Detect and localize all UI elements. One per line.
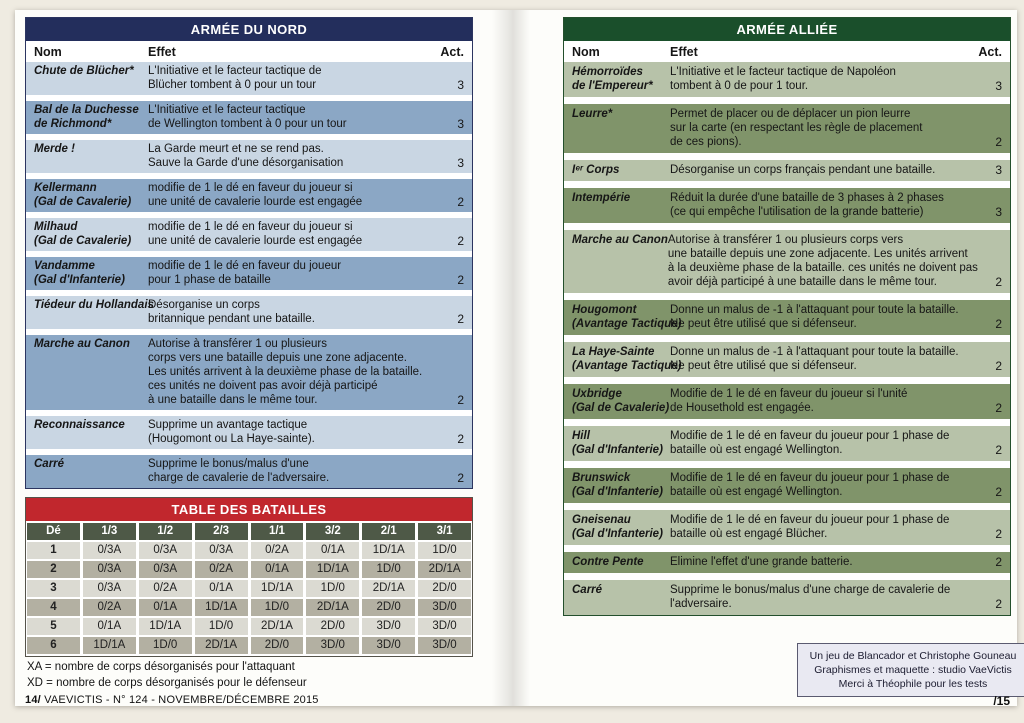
- event-effect-line: Supprime le bonus/malus d'une: [148, 458, 309, 470]
- event-effect-line: Réduit la durée d'une bataille de 3 phases à 2 phases: [670, 192, 944, 204]
- battle-result-cell: 1D/0: [418, 542, 471, 559]
- event-name-line: Gneisenau: [572, 514, 631, 526]
- battle-result-cell: 3D/0: [362, 637, 415, 654]
- event-name-line: Hill: [572, 430, 590, 442]
- event-name: [34, 259, 148, 287]
- battle-result-cell: 0/1A: [306, 542, 359, 559]
- event-name-line: Carré: [34, 458, 65, 470]
- event-effect-line: de Housethold est engagée.: [670, 402, 814, 414]
- event-act-value: 2: [457, 471, 464, 485]
- event-effect-line: l'adversaire.: [670, 598, 732, 610]
- event-name-line: Brunswick: [572, 472, 631, 484]
- battle-result-cell: 2D/1A: [418, 561, 471, 578]
- event-row: [564, 426, 1010, 461]
- event-name: [34, 142, 148, 170]
- event-act-value: 3: [457, 78, 464, 92]
- event-name-line: Contre Pente: [572, 556, 644, 568]
- event-effect-line: modifie de 1 le dé en faveur du joueur si: [148, 221, 353, 233]
- battle-result-cell: 1D/0: [306, 580, 359, 597]
- event-row: [564, 342, 1010, 377]
- event-name: [572, 107, 670, 149]
- event-name: [34, 457, 148, 485]
- footnote-xa: XA = nombre de corps désorganisés pour l'attaquant: [27, 661, 295, 673]
- event-name: [34, 181, 148, 209]
- event-act-value: 3: [995, 205, 1002, 219]
- left-page-footer: [25, 694, 319, 706]
- armee-du-nord-table: [25, 17, 473, 489]
- event-act-value: 2: [995, 555, 1002, 569]
- event-effect-line: Désorganise un corps: [148, 299, 260, 311]
- event-act-value: 2: [995, 485, 1002, 499]
- event-effect: [670, 303, 976, 331]
- battle-die-value: 5: [27, 618, 80, 635]
- event-name-line: Iᵉʳ Corps: [572, 164, 620, 176]
- event-effect-line: Les unités arrivent à la deuxième phase de la bataille.: [148, 366, 423, 378]
- event-name-line: Uxbridge: [572, 388, 622, 400]
- battle-result-cell: 2D/0: [418, 580, 471, 597]
- event-row: [564, 160, 1010, 181]
- battle-result-cell: 0/3A: [139, 542, 192, 559]
- event-name: [572, 429, 670, 457]
- event-name: [572, 233, 668, 289]
- event-effect-line: Ne peut être utilisé que si défenseur.: [670, 318, 857, 330]
- event-name: [34, 298, 154, 326]
- event-name-line: Hougomont: [572, 304, 637, 316]
- event-effect-line: Ne peut être utilisé que si défenseur.: [670, 360, 857, 372]
- event-name: [572, 555, 670, 569]
- event-effect-line: La Garde meurt et ne se rend pas.: [148, 143, 324, 155]
- armee-alliee-title: ARMÉE ALLIÉE: [564, 18, 1010, 41]
- event-act-value: 3: [995, 79, 1002, 93]
- event-name: [572, 65, 670, 93]
- event-effect: [148, 298, 438, 326]
- event-effect: [670, 429, 976, 457]
- event-effect-line: Elimine l'effet d'une grande batterie.: [670, 556, 853, 568]
- battle-result-cell: 1D/0: [362, 561, 415, 578]
- event-name: [572, 387, 670, 415]
- column-header-nom: Nom: [34, 45, 62, 59]
- event-row: [26, 416, 472, 449]
- event-effect-line: bataille où est engagé Blücher.: [670, 528, 828, 540]
- battle-die-value: 1: [27, 542, 80, 559]
- event-effect: [148, 220, 438, 248]
- armee-du-nord-title: ARMÉE DU NORD: [26, 18, 472, 41]
- event-name-line: (Avantage Tactique): [572, 360, 682, 372]
- event-effect-line: Sauve la Garde d'une désorganisation: [148, 157, 344, 169]
- event-name-line: Marche au Canon: [572, 234, 668, 246]
- column-header-effet: Effet: [670, 45, 698, 59]
- event-effect: [670, 555, 976, 569]
- event-row: [564, 104, 1010, 153]
- event-act-value: 3: [457, 156, 464, 170]
- event-effect: [670, 387, 976, 415]
- battle-column-header: 3/1: [418, 523, 471, 540]
- event-row: [26, 257, 472, 290]
- event-effect: [148, 259, 438, 287]
- event-effect-line: Blücher tombent à 0 pour un tour: [148, 79, 317, 91]
- battle-result-cell: 2D/0: [306, 618, 359, 635]
- event-effect: [148, 103, 438, 131]
- battle-column-header: 1/1: [251, 523, 304, 540]
- event-name: [572, 471, 670, 499]
- battle-column-header: 3/2: [306, 523, 359, 540]
- battle-die-value: 2: [27, 561, 80, 578]
- armee-alliee-table: [563, 17, 1011, 616]
- event-effect-line: sur la carte (en respectant les règle de placement: [670, 122, 923, 134]
- battle-die-value: 4: [27, 599, 80, 616]
- event-name-line: (Gal de Cavalerie): [34, 196, 132, 208]
- event-name: [572, 513, 670, 541]
- event-effect: [670, 513, 976, 541]
- event-effect: [670, 65, 976, 93]
- event-effect: [668, 233, 978, 289]
- event-effect-line: Supprime le bonus/malus d'une charge de cavalerie de: [670, 584, 951, 596]
- event-row: [26, 101, 472, 134]
- battle-result-cell: 0/1A: [139, 599, 192, 616]
- event-effect-line: bataille où est engagé Wellington.: [670, 444, 843, 456]
- event-name-line: Tiédeur du Hollandais: [34, 299, 154, 311]
- event-name-line: Hémorroïdes: [572, 66, 643, 78]
- event-row: [564, 230, 1010, 293]
- event-name-line: Merde !: [34, 143, 75, 155]
- event-act-value: 3: [457, 117, 464, 131]
- event-name-line: (Avantage Tactique): [572, 318, 682, 330]
- battle-result-cell: 1D/1A: [83, 637, 136, 654]
- event-effect-line: Supprime un avantage tactique: [148, 419, 308, 431]
- event-name: [572, 583, 670, 611]
- battle-result-cell: 0/3A: [83, 580, 136, 597]
- nord-column-headers: [26, 41, 472, 62]
- credits-line: Un jeu de Blancador et Christophe Gouneau: [809, 650, 1017, 662]
- battle-result-cell: 2D/1A: [251, 618, 304, 635]
- event-effect: [670, 191, 976, 219]
- event-effect: [670, 107, 976, 149]
- event-effect: [148, 418, 438, 446]
- event-effect-line: Permet de placer ou de déplacer un pion leurre: [670, 108, 911, 120]
- event-name-line: (Gal d'Infanterie): [34, 274, 125, 286]
- credits-line: Graphismes et maquette : studio VaeVictis: [814, 664, 1012, 676]
- right-page-number: /15: [993, 694, 1010, 708]
- event-effect: [670, 163, 976, 177]
- event-effect-line: L'Initiative et le facteur tactique de Napoléon: [670, 66, 896, 78]
- battle-result-cell: 1D/0: [139, 637, 192, 654]
- battle-result-cell: 0/2A: [251, 542, 304, 559]
- footnote-xd: XD = nombre de corps désorganisés pour le défenseur: [27, 677, 307, 689]
- nord-table-rows: [26, 62, 472, 488]
- event-effect-line: une bataille depuis une zone adjacente. Les unités arrivent: [667, 248, 968, 260]
- battle-result-cell: 0/2A: [139, 580, 192, 597]
- event-effect-line: avoir déjà participé à une bataille dans le même tour.: [667, 276, 937, 288]
- battle-result-cell: 2D/1A: [195, 637, 248, 654]
- event-name: [34, 337, 148, 407]
- event-name-line: (Gal de Cavalerie): [34, 235, 132, 247]
- battle-result-cell: 0/3A: [83, 561, 136, 578]
- event-name-line: de Richmond*: [34, 118, 112, 130]
- event-name-line: (Gal d'Infanterie): [572, 528, 663, 540]
- event-effect-line: à la deuxième phase de la bataille. ces unités ne doivent pas: [667, 262, 978, 274]
- battle-result-cell: 0/2A: [195, 561, 248, 578]
- event-effect: [670, 583, 976, 611]
- event-effect-line: une unité de cavalerie lourde est engagée: [148, 235, 363, 247]
- event-act-value: 2: [995, 401, 1002, 415]
- event-effect-line: Autorise à transférer 1 ou plusieurs: [148, 338, 327, 350]
- event-name: [572, 191, 670, 219]
- event-effect-line: ces unités ne doivent pas avoir déjà participé: [148, 380, 378, 392]
- column-header-nom: Nom: [572, 45, 600, 59]
- left-page-number: 14/: [25, 694, 41, 706]
- event-name-line: de l'Empereur*: [572, 80, 653, 92]
- column-header-effet: Effet: [148, 45, 176, 59]
- event-effect-line: (ce qui empêche l'utilisation de la grande batterie): [670, 206, 924, 218]
- event-act-value: 2: [995, 597, 1002, 611]
- event-row: [26, 140, 472, 173]
- event-effect-line: Modifie de 1 le dé en faveur du joueur pour 1 phase de: [670, 430, 950, 442]
- event-act-value: 2: [995, 135, 1002, 149]
- event-act-value: 2: [457, 234, 464, 248]
- battle-result-cell: 1D/1A: [362, 542, 415, 559]
- battle-result-cell: 1D/1A: [306, 561, 359, 578]
- event-effect-line: corps vers une bataille depuis une zone adjacente.: [148, 352, 407, 364]
- event-effect-line: à une bataille dans le même tour.: [148, 394, 318, 406]
- battle-result-cell: 2D/1A: [306, 599, 359, 616]
- event-name-line: Intempérie: [572, 192, 631, 204]
- event-act-value: 2: [995, 275, 1002, 289]
- battle-column-header: Dé: [27, 523, 80, 540]
- battle-table-footnotes: [27, 659, 307, 691]
- credits-line: Merci à Théophile pour les tests: [838, 678, 988, 690]
- event-row: [564, 468, 1010, 503]
- event-act-value: 2: [457, 312, 464, 326]
- event-effect: [670, 471, 976, 499]
- event-effect-line: Modifie de 1 le dé en faveur du joueur pour 1 phase de: [670, 514, 950, 526]
- table-des-batailles-title: TABLE DES BATAILLES: [26, 498, 472, 521]
- event-row: [564, 510, 1010, 545]
- event-row: [26, 335, 472, 410]
- battle-result-cell: 2D/1A: [362, 580, 415, 597]
- event-row: [26, 455, 472, 488]
- battle-result-cell: 1D/1A: [195, 599, 248, 616]
- event-name: [34, 64, 148, 92]
- event-row: [564, 580, 1010, 615]
- battle-result-cell: 0/3A: [83, 542, 136, 559]
- battle-result-cell: 1D/1A: [251, 580, 304, 597]
- event-act-value: 2: [457, 432, 464, 446]
- credits-box: [797, 643, 1024, 697]
- event-effect: [148, 142, 438, 170]
- event-row: [564, 384, 1010, 419]
- event-name-line: Vandamme: [34, 260, 95, 272]
- event-act-value: 2: [995, 317, 1002, 331]
- event-name: [34, 103, 148, 131]
- event-effect-line: Donne un malus de -1 à l'attaquant pour toute la bataille.: [670, 304, 959, 316]
- magazine-issue-text: VAEVICTIS - N° 124 - NOVEMBRE/DÉCEMBRE 2015: [40, 694, 319, 706]
- event-act-value: 2: [457, 195, 464, 209]
- battle-result-cell: 0/3A: [139, 561, 192, 578]
- battle-column-header: 1/2: [139, 523, 192, 540]
- event-effect-line: britannique pendant une bataille.: [148, 313, 315, 325]
- event-act-value: 2: [457, 393, 464, 407]
- battle-result-cell: 1D/0: [251, 599, 304, 616]
- battle-result-cell: 0/2A: [83, 599, 136, 616]
- battle-column-header: 1/3: [83, 523, 136, 540]
- event-effect-line: bataille où est engagé Wellington.: [670, 486, 843, 498]
- battle-result-cell: 1D/0: [195, 618, 248, 635]
- event-row: [26, 62, 472, 95]
- column-header-act: Act.: [440, 45, 464, 59]
- battle-result-cell: 1D/1A: [139, 618, 192, 635]
- event-effect: [148, 181, 438, 209]
- event-name-line: Carré: [572, 584, 603, 596]
- battle-result-cell: 2D/0: [251, 637, 304, 654]
- event-effect: [148, 337, 438, 407]
- event-name-line: Marche au Canon: [34, 338, 130, 350]
- event-effect-line: L'Initiative et le facteur tactique: [148, 104, 306, 116]
- event-act-value: 3: [995, 163, 1002, 177]
- event-effect-line: Modifie de 1 le dé en faveur du joueur si l'unité: [670, 388, 908, 400]
- column-header-act: Act.: [978, 45, 1002, 59]
- battle-die-value: 3: [27, 580, 80, 597]
- event-effect-line: modifie de 1 le dé en faveur du joueur: [148, 260, 342, 272]
- battle-die-value: 6: [27, 637, 80, 654]
- page-spine-fold: [492, 10, 530, 706]
- event-effect-line: de Wellington tombent à 0 pour un tour: [148, 118, 347, 130]
- event-effect: [148, 457, 438, 485]
- event-name-line: (Gal d'Infanterie): [572, 486, 663, 498]
- event-effect-line: Donne un malus de -1 à l'attaquant pour toute la bataille.: [670, 346, 959, 358]
- event-effect-line: modifie de 1 le dé en faveur du joueur si: [148, 182, 353, 194]
- event-effect-line: pour 1 phase de bataille: [148, 274, 271, 286]
- event-name-line: Chute de Blücher*: [34, 65, 134, 77]
- battle-results-grid: [26, 521, 472, 656]
- event-row: [564, 62, 1010, 97]
- event-name-line: Kellermann: [34, 182, 97, 194]
- event-effect-line: Désorganise un corps français pendant une bataille.: [670, 164, 936, 176]
- event-name: [572, 345, 682, 373]
- alliee-column-headers: [564, 41, 1010, 62]
- event-act-value: 2: [995, 359, 1002, 373]
- event-effect-line: (Hougomont ou La Haye-sainte).: [148, 433, 315, 445]
- battle-result-cell: 2D/0: [362, 599, 415, 616]
- event-name-line: (Gal d'Infanterie): [572, 444, 663, 456]
- event-name: [34, 418, 148, 446]
- table-des-batailles: [25, 497, 473, 657]
- event-effect: [670, 345, 976, 373]
- battle-result-cell: 0/1A: [251, 561, 304, 578]
- battle-column-header: 2/1: [362, 523, 415, 540]
- event-name: [34, 220, 148, 248]
- event-effect-line: une unité de cavalerie lourde est engagée: [148, 196, 363, 208]
- event-row: [564, 300, 1010, 335]
- alliee-table-rows: [564, 62, 1010, 615]
- battle-result-cell: 3D/0: [418, 618, 471, 635]
- battle-result-cell: 3D/0: [418, 599, 471, 616]
- event-row: [564, 188, 1010, 223]
- battle-result-cell: 3D/0: [362, 618, 415, 635]
- event-row: [564, 552, 1010, 573]
- event-effect-line: tombent à 0 de pour 1 tour.: [670, 80, 809, 92]
- battle-result-cell: 0/1A: [83, 618, 136, 635]
- event-name-line: La Haye-Sainte: [572, 346, 655, 358]
- battle-result-cell: 0/1A: [195, 580, 248, 597]
- event-name: [572, 303, 682, 331]
- event-row: [26, 218, 472, 251]
- event-effect-line: de ces pions).: [670, 136, 742, 148]
- event-row: [26, 296, 472, 329]
- event-effect-line: L'Initiative et le facteur tactique de: [148, 65, 322, 77]
- battle-result-cell: 3D/0: [306, 637, 359, 654]
- event-name: [572, 163, 670, 177]
- event-name-line: Leurre*: [572, 108, 613, 120]
- event-row: [26, 179, 472, 212]
- battle-result-cell: 0/3A: [195, 542, 248, 559]
- event-act-value: 2: [995, 443, 1002, 457]
- battle-column-header: 2/3: [195, 523, 248, 540]
- event-effect-line: Autorise à transférer 1 ou plusieurs corps vers: [667, 234, 904, 246]
- event-name-line: (Gal de Cavalerie): [572, 402, 670, 414]
- event-effect-line: charge de cavalerie de l'adversaire.: [148, 472, 330, 484]
- event-act-value: 2: [995, 527, 1002, 541]
- battle-result-cell: 3D/0: [418, 637, 471, 654]
- event-effect-line: Modifie de 1 le dé en faveur du joueur pour 1 phase de: [670, 472, 950, 484]
- event-effect: [148, 64, 438, 92]
- event-name-line: Bal de la Duchesse: [34, 104, 139, 116]
- event-name-line: Milhaud: [34, 221, 78, 233]
- event-name-line: Reconnaissance: [34, 419, 125, 431]
- event-act-value: 2: [457, 273, 464, 287]
